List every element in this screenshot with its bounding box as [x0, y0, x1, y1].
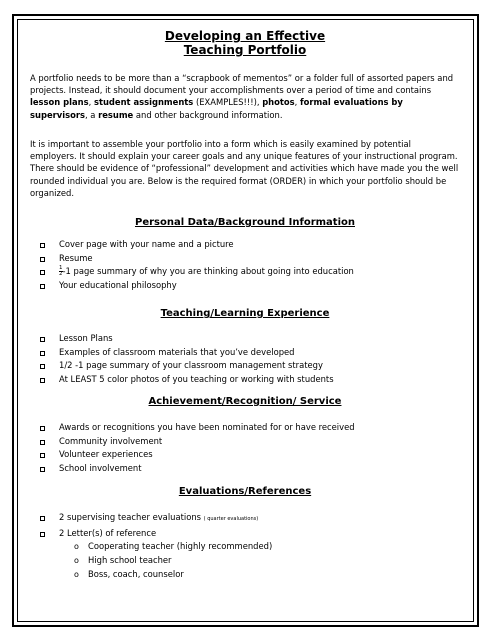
list-item: 2 Letter(s) of reference: [30, 527, 460, 541]
list-item: $\frac{1}{2}$ -1 page summary of why you are thinking about going into education: [30, 265, 460, 279]
section-title-personal: Personal Data/Background Information: [134, 217, 355, 228]
reference-sublist: [30, 540, 460, 581]
document-content: [30, 29, 460, 579]
title-line-2: Teaching Portfolio: [183, 43, 307, 57]
intro-text-c: , a: [84, 109, 99, 120]
checkbox-bullet-icon: [40, 257, 45, 262]
section-title-evaluations: Evaluations/References: [178, 486, 312, 497]
checkbox-bullet-icon: [40, 440, 45, 445]
section-personal-data: [30, 217, 460, 293]
list-item: Cover page with your name and a picture: [30, 238, 460, 252]
section-title-achievement: Achievement/Recognition/ Service: [148, 396, 342, 407]
section-teaching-learning: [30, 308, 460, 387]
intro-lesson-plans: lesson plans: [30, 97, 89, 108]
list-item: 2 supervising teacher evaluations ( quarter evaluations): [30, 511, 460, 527]
quarter-evaluations-note: ( quarter evaluations): [203, 516, 259, 522]
list-item: Volunteer experiences: [30, 448, 460, 462]
checkbox-bullet-icon: [40, 284, 45, 289]
checkbox-bullet-icon: [40, 453, 45, 458]
intro-paragraph-2: It is important to assemble your portfolio into a form which is easily examined by potential employers. It should explain your career goals and any unique features of your instructional program. There should be evidence of “professional” development and activities which have made you the well rounded individual you are. Below is the required format (ORDER) in which your portfolio should be organized.: [30, 139, 459, 198]
title-line-1: Developing an Effective: [164, 29, 326, 43]
sub-list-item: o Boss, coach, counselor: [30, 568, 460, 582]
checkbox-bullet-icon: [40, 270, 45, 275]
circle-bullet-icon: o: [74, 542, 79, 552]
intro-text-d: and other background information.: [133, 109, 283, 120]
intro-text-b: (EXAMPLES!!!),: [193, 97, 263, 108]
checkbox-bullet-icon: [40, 516, 45, 521]
checkbox-bullet-icon: [40, 426, 45, 431]
list-item: Community involvement: [30, 435, 460, 449]
checkbox-bullet-icon: [40, 378, 45, 383]
list-item: Lesson Plans: [30, 332, 460, 346]
section-title-teaching: Teaching/Learning Experience: [160, 308, 330, 319]
sub-list-item: o Cooperating teacher (highly recommended): [30, 540, 460, 554]
document-title: [30, 29, 460, 57]
checkbox-bullet-icon: [40, 243, 45, 248]
intro-sep-1: ,: [88, 97, 94, 108]
checkbox-bullet-icon: [40, 467, 45, 472]
personal-list: [30, 238, 460, 293]
list-item: Examples of classroom materials that you’ve developed: [30, 346, 460, 360]
section-achievement: [30, 396, 460, 476]
list-item: Awards or recognitions you have been nominated for or have received: [30, 421, 460, 435]
intro-formal-evaluations: formal evaluations by supervisors: [30, 97, 403, 120]
list-item: Your educational philosophy: [30, 279, 460, 293]
intro-sep-2: ,: [294, 97, 300, 108]
circle-bullet-icon: o: [74, 556, 79, 566]
fraction-half: $\frac{1}{2}$: [59, 265, 63, 278]
checkbox-bullet-icon: [40, 337, 45, 342]
list-item: Resume: [30, 252, 460, 266]
evaluations-list: [30, 511, 460, 540]
intro-resume: resume: [98, 109, 134, 120]
intro-photos: photos: [262, 97, 295, 108]
intro-text-a: A portfolio needs to be more than a “scrapbook of mementos” or a folder full of assorted papers and projects. Instead, it should document your accomplishments over a period of time and contains: [30, 73, 454, 96]
achievement-list: [30, 421, 460, 476]
intro-student-assignments: student assignments: [93, 97, 194, 108]
sub-list-item: o High school teacher: [30, 554, 460, 568]
list-item: School involvement: [30, 462, 460, 476]
intro-paragraph-1: [30, 72, 460, 121]
circle-bullet-icon: o: [74, 569, 79, 579]
checkbox-bullet-icon: [40, 351, 45, 356]
list-item: At LEAST 5 color photos of you teaching or working with students: [30, 373, 460, 387]
teaching-list: [30, 332, 460, 387]
checkbox-bullet-icon: [40, 532, 45, 537]
section-evaluations: [30, 486, 460, 582]
checkbox-bullet-icon: [40, 364, 45, 369]
list-item: 1/2 -1 page summary of your classroom management strategy: [30, 359, 460, 373]
